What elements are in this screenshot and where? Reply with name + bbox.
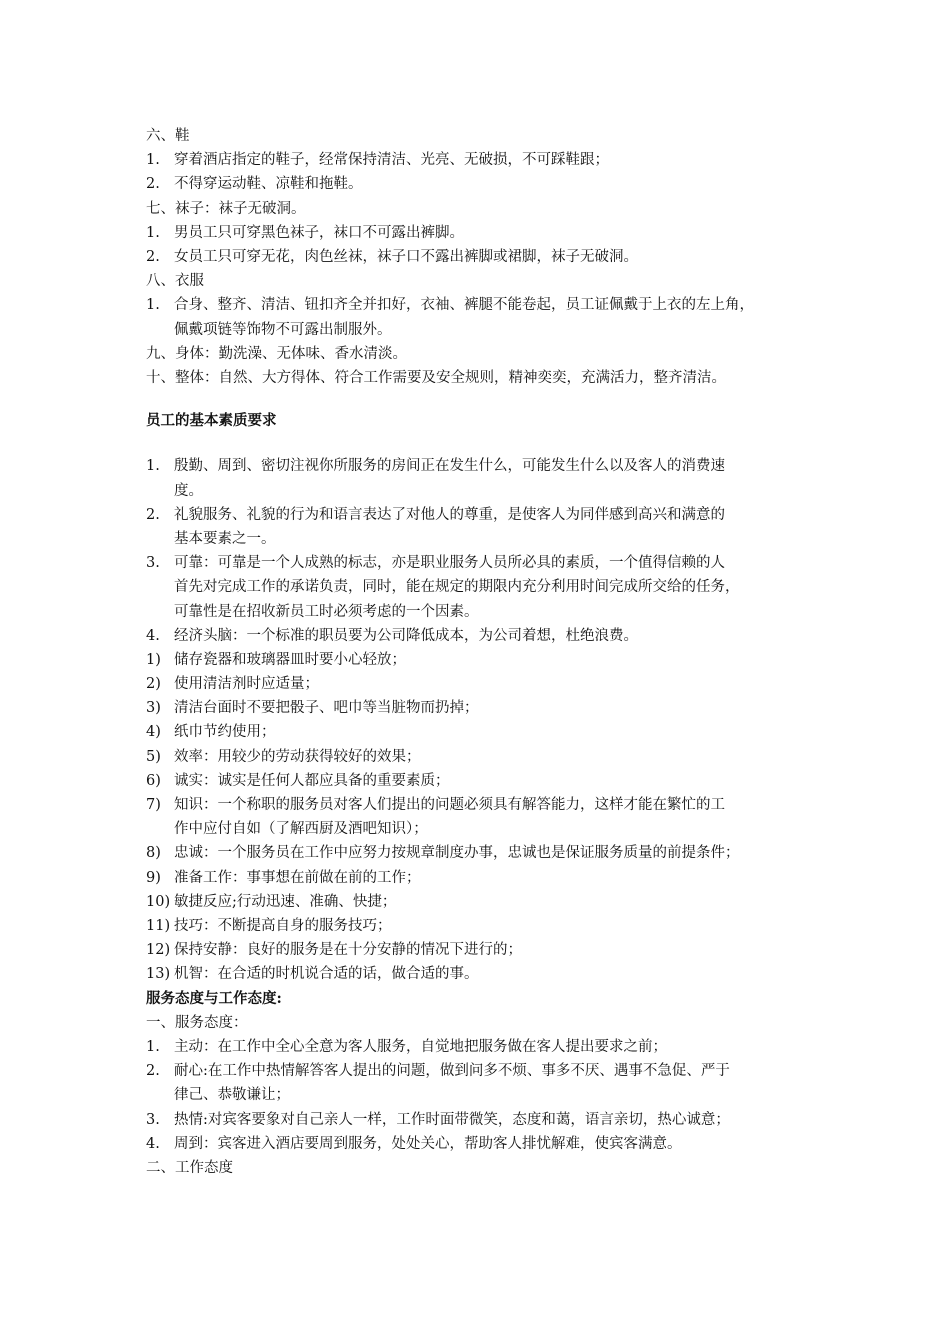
list-item — [146, 1132, 826, 1156]
section-title: 服务态度与工作态度: — [146, 989, 282, 1007]
list-item-number: 8) — [146, 845, 161, 862]
subsection-heading: 六、鞋 — [146, 128, 190, 144]
list-item-text: 律己、恭敬谦让； — [174, 1087, 290, 1104]
list-item-text: 可靠：可靠是一个人成熟的标志，亦是职业服务人员所必具的素质，一个值得信赖的人 — [174, 555, 725, 572]
list-item — [146, 503, 826, 527]
subsection-heading: 十、整体：自然、大方得体、符合工作需要及安全规则，精神奕奕，充满活力，整齐清洁。 — [146, 369, 726, 386]
list-item-text: 男员工只可穿黑色袜子，袜口不可露出裤脚。 — [174, 224, 464, 241]
list-item — [146, 245, 826, 269]
indent-spacer — [146, 527, 174, 551]
list-item — [146, 769, 826, 793]
list-item-text: 效率：用较少的劳动获得较好的效果； — [174, 748, 421, 765]
list-item — [146, 648, 826, 672]
list-item-text: 经济头脑：一个标准的职员要为公司降低成本，为公司着想，杜绝浪费。 — [174, 627, 638, 644]
list-item-text: 敏捷反应;行动迅速、准确、快捷； — [174, 893, 397, 910]
list-item — [146, 172, 826, 196]
list-item-text: 女员工只可穿无花，肉色丝袜，袜子口不露出裤脚或裙脚，袜子无破洞。 — [174, 248, 638, 265]
list-item-text: 佩戴项链等饰物不可露出制服外。 — [174, 321, 392, 338]
list-item — [146, 221, 826, 245]
indent-spacer — [146, 1083, 174, 1107]
list-item-number: 2. — [146, 506, 160, 523]
document-body — [146, 124, 826, 1180]
list-item-text: 度。 — [174, 482, 203, 499]
list-item-continuation — [146, 479, 826, 503]
list-item-number: 1. — [146, 458, 160, 475]
indent-spacer — [146, 600, 174, 624]
list-item — [146, 1059, 826, 1083]
list-item-text: 清洁台面时不要把骰子、吧巾等当脏物而扔掉； — [174, 700, 479, 717]
list-item-text: 耐心:在工作中热情解答客人提出的问题，做到问多不烦、事多不厌、遇事不急促、严于 — [174, 1063, 730, 1080]
list-item — [146, 293, 826, 317]
list-item — [146, 890, 826, 914]
list-item-text: 知识：一个称职的服务员对客人们提出的问题必须具有解答能力，这样才能在繁忙的工 — [174, 797, 725, 814]
subsection-heading: 八、衣服 — [146, 273, 204, 290]
indent-spacer — [146, 479, 174, 503]
list-item-number: 10) — [146, 893, 171, 910]
indent-spacer — [146, 575, 174, 599]
subsection-heading: 一、服务态度： — [146, 1014, 248, 1031]
list-item-number: 4) — [146, 724, 161, 741]
list-item-number: 1. — [146, 152, 160, 169]
list-item-number: 11) — [146, 918, 171, 934]
list-item — [146, 148, 826, 172]
list-item-text: 机智：在合适的时机说合适的话，做合适的事。 — [174, 966, 479, 983]
list-item-continuation — [146, 318, 826, 342]
list-item — [146, 551, 826, 575]
list-item — [146, 624, 826, 648]
subsection-heading: 二、工作态度 — [146, 1159, 233, 1176]
list-item-text: 忠诚：一个服务员在工作中应努力按规章制度办事，忠诚也是保证服务质量的前提条件； — [174, 845, 740, 862]
list-item — [146, 962, 826, 986]
list-item-number: 3. — [146, 1111, 160, 1128]
list-item-text: 主动：在工作中全心全意为客人服务，自觉地把服务做在客人提出要求之前； — [174, 1038, 667, 1055]
list-item-text: 储存瓷器和玻璃器皿时要小心轻放； — [174, 651, 406, 668]
list-item-number: 9) — [146, 869, 161, 886]
list-item-continuation — [146, 600, 826, 624]
list-item-text: 纸巾节约使用； — [174, 724, 276, 741]
list-item-number: 1. — [146, 1038, 160, 1055]
list-item-text: 热情:对宾客要象对自己亲人一样，工作时面带微笑，态度和蔼，语言亲切，热心诚意； — [174, 1111, 730, 1128]
list-item-continuation — [146, 527, 826, 551]
list-item-text: 基本要素之一。 — [174, 530, 276, 547]
indent-spacer — [146, 318, 174, 342]
list-item-text: 可靠性是在招收新员工时必须考虑的一个因素。 — [174, 603, 479, 620]
list-item-number: 13) — [146, 966, 171, 983]
list-item-number: 2) — [146, 676, 161, 693]
list-item-number: 5) — [146, 748, 161, 765]
list-item — [146, 720, 826, 744]
list-item-text: 不得穿运动鞋、凉鞋和拖鞋。 — [174, 176, 363, 193]
list-item-number: 4. — [146, 627, 160, 644]
list-item — [146, 696, 826, 720]
list-item — [146, 1035, 826, 1059]
list-item-text: 周到：宾客进入酒店要周到服务，处处关心，帮助客人排忧解难，使宾客满意。 — [174, 1135, 682, 1152]
list-item-text: 合身、整齐、清洁、钮扣齐全并扣好，衣袖、裤腿不能卷起，员工证佩戴于上衣的左上角， — [174, 297, 754, 314]
list-item-continuation — [146, 817, 826, 841]
list-item-text: 保持安静：良好的服务是在十分安静的情况下进行的； — [174, 942, 522, 959]
list-item-continuation — [146, 1083, 826, 1107]
list-item-text: 使用清洁剂时应适量； — [174, 676, 319, 693]
list-item — [146, 793, 826, 817]
list-item-text: 礼貌服务、礼貌的行为和语言表达了对他人的尊重，是使客人为同伴感到高兴和满意的 — [174, 506, 725, 523]
list-item-text: 穿着酒店指定的鞋子，经常保持清洁、光亮、无破损，不可踩鞋跟； — [174, 152, 609, 169]
list-item — [146, 454, 826, 478]
list-item-number: 12) — [146, 942, 171, 959]
list-item-text: 准备工作：事事想在前做在前的工作； — [174, 869, 421, 886]
list-item-number: 2. — [146, 1063, 160, 1080]
list-item — [146, 841, 826, 865]
list-item-text: 诚实：诚实是任何人都应具备的重要素质； — [174, 772, 450, 789]
list-item — [146, 1108, 826, 1132]
list-item-number: 1. — [146, 297, 160, 314]
list-item-number: 1. — [146, 224, 160, 241]
list-item — [146, 745, 826, 769]
subsection-heading: 九、身体：勤洗澡、无体味、香水清淡。 — [146, 345, 407, 362]
list-item-text: 作中应付自如（了解西厨及酒吧知识）； — [174, 821, 428, 838]
list-item-number: 2. — [146, 176, 160, 193]
list-item-continuation — [146, 575, 826, 599]
list-item-number: 1) — [146, 651, 161, 668]
list-item-text: 技巧：不断提高自身的服务技巧； — [174, 918, 392, 934]
list-item-number: 7) — [146, 797, 161, 814]
list-item — [146, 672, 826, 696]
list-item-number: 6) — [146, 772, 161, 789]
list-item-number: 4. — [146, 1135, 160, 1152]
list-item-number: 2. — [146, 248, 160, 265]
list-item-text: 殷勤、周到、密切注视你所服务的房间正在发生什么，可能发生什么以及客人的消费速 — [174, 458, 725, 475]
section-title: 员工的基本素质要求 — [146, 412, 277, 430]
list-item-number: 3) — [146, 700, 161, 717]
list-item — [146, 866, 826, 890]
list-item-number: 3. — [146, 555, 160, 572]
list-item — [146, 914, 826, 938]
indent-spacer — [146, 817, 174, 841]
list-item-text: 首先对完成工作的承诺负责，同时，能在规定的期限内充分利用时间完成所交给的任务， — [174, 579, 740, 596]
subsection-heading: 七、袜子：袜子无破洞。 — [146, 200, 306, 217]
list-item — [146, 938, 826, 962]
